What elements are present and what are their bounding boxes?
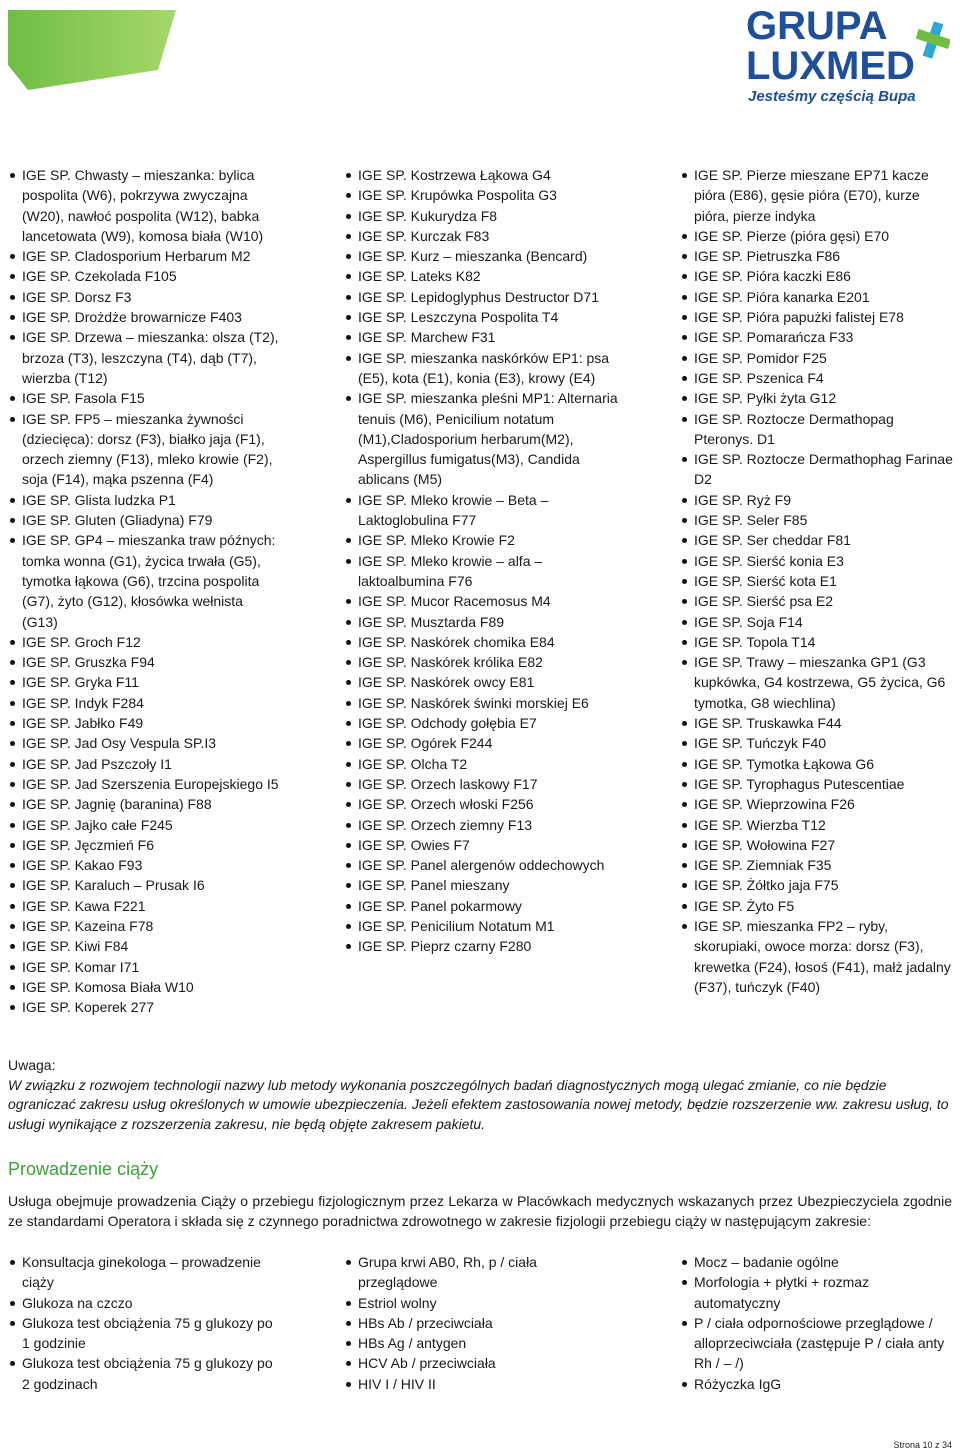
luxmed-logo bbox=[744, 2, 954, 108]
list-item: IGE SP. Groch F12 bbox=[10, 632, 282, 652]
list-item: IGE SP. Kukurydza F8 bbox=[346, 206, 618, 226]
list-item: IGE SP. Kostrzewa Łąkowa G4 bbox=[346, 165, 618, 185]
list-item: IGE SP. Sierść konia E3 bbox=[682, 551, 954, 571]
green-decorative-shape bbox=[8, 10, 178, 90]
list-item: Glukoza test obciążenia 75 g glukozy po 1 godzinie bbox=[10, 1313, 282, 1354]
list-item: IGE SP. Tuńczyk F40 bbox=[682, 733, 954, 753]
list-item: IGE SP. Pietruszka F86 bbox=[682, 246, 954, 266]
list-item: IGE SP. Pomarańcza F33 bbox=[682, 327, 954, 347]
list-item: IGE SP. Pierze (pióra gęsi) E70 bbox=[682, 226, 954, 246]
list-item: IGE SP. Seler F85 bbox=[682, 510, 954, 530]
list-item: IGE SP. Naskórek chomika E84 bbox=[346, 632, 618, 652]
list-item: IGE SP. Kurz – mieszanka (Bencard) bbox=[346, 246, 618, 266]
list-item: IGE SP. Trawy – mieszanka GP1 (G3 kupkówka, G4 kostrzewa, G5 życica, G6 tymotka, G8 wiechlina) bbox=[682, 652, 954, 713]
list-item: IGE SP. Pierze mieszane EP71 kacze pióra (E86), gęsie pióra (E70), kurze pióra, pierze indyka bbox=[682, 165, 954, 226]
list-item: HBs Ab / przeciwciała bbox=[346, 1313, 618, 1333]
list-item: IGE SP. Jęczmień F6 bbox=[10, 835, 282, 855]
list-item: Różyczka IgG bbox=[682, 1374, 954, 1394]
list-item: IGE SP. Orzech laskowy F17 bbox=[346, 774, 618, 794]
list-item: IGE SP. Mleko krowie – Beta – Laktoglobulina F77 bbox=[346, 490, 618, 531]
list-item: Glukoza test obciążenia 75 g glukozy po 2 godzinach bbox=[10, 1353, 282, 1394]
list-item: IGE SP. Ogórek F244 bbox=[346, 733, 618, 753]
list-item: IGE SP. Fasola F15 bbox=[10, 388, 282, 408]
list-item: IGE SP. Wieprzowina F26 bbox=[682, 794, 954, 814]
list-item: IGE SP. Naskórek królika E82 bbox=[346, 652, 618, 672]
list-item: IGE SP. Komosa Biała W10 bbox=[10, 977, 282, 997]
list-item: IGE SP. Penicilium Notatum M1 bbox=[346, 916, 618, 936]
list-item: IGE SP. Jagnię (baranina) F88 bbox=[10, 794, 282, 814]
list-item: IGE SP. Odchody gołębia E7 bbox=[346, 713, 618, 733]
list-item: IGE SP. Ryż F9 bbox=[682, 490, 954, 510]
list-item: IGE SP. Panel mieszany bbox=[346, 875, 618, 895]
list-item: Mocz – badanie ogólne bbox=[682, 1252, 954, 1272]
list-item: IGE SP. Pyłki żyta G12 bbox=[682, 388, 954, 408]
list-item: IGE SP. Sierść psa E2 bbox=[682, 591, 954, 611]
list-item: IGE SP. Owies F7 bbox=[346, 835, 618, 855]
list-item: IGE SP. Lateks K82 bbox=[346, 266, 618, 286]
service-column-2 bbox=[346, 1252, 618, 1394]
list-item: IGE SP. Jad Pszczoły I1 bbox=[10, 754, 282, 774]
list-item: Glukoza na czczo bbox=[10, 1293, 282, 1313]
list-item: IGE SP. Mucor Racemosus M4 bbox=[346, 591, 618, 611]
list-item: IGE SP. Żyto F5 bbox=[682, 896, 954, 916]
list-item: IGE SP. Olcha T2 bbox=[346, 754, 618, 774]
list-item: IGE SP. Pszenica F4 bbox=[682, 368, 954, 388]
list-item: IGE SP. Pióra papużki falistej E78 bbox=[682, 307, 954, 327]
service-column-1 bbox=[10, 1252, 282, 1394]
list-item: IGE SP. Czekolada F105 bbox=[10, 266, 282, 286]
section-intro: Usługa obejmuje prowadzenia Ciąży o przebiegu fizjologicznym przez Lekarza w Placówkach medycznych wskazanych przez Ubezpieczyciela zgodnie ze standardami Operatora i składa się z czynnego poradnictwa zdrowotnego w zakresie fizjologii przebiegu ciąży w następującym zakresie: bbox=[8, 1193, 952, 1229]
list-item: IGE SP. Jad Osy Vespula SP.I3 bbox=[10, 733, 282, 753]
list-item: IGE SP. Gruszka F94 bbox=[10, 652, 282, 672]
list-item: IGE SP. Truskawka F44 bbox=[682, 713, 954, 733]
list-item: IGE SP. mieszanka pleśni MP1: Alternaria tenuis (M6), Penicilium notatum (M1),Cladosporium herbarum(M2), Aspergillus fumigatus(M3), Candida ablicans (M5) bbox=[346, 388, 618, 489]
list-item: IGE SP. Karaluch – Prusak I6 bbox=[10, 875, 282, 895]
list-item: IGE SP. Ser cheddar F81 bbox=[682, 530, 954, 550]
list-item: IGE SP. Pieprz czarny F280 bbox=[346, 936, 618, 956]
list-item: Morfologia + płytki + rozmaz automatyczny bbox=[682, 1272, 954, 1313]
list-item: HCV Ab / przeciwciała bbox=[346, 1353, 618, 1373]
list-item: IGE SP. Glista ludzka P1 bbox=[10, 490, 282, 510]
note-label: Uwaga: bbox=[8, 1057, 56, 1073]
list-item: IGE SP. Komar I71 bbox=[10, 957, 282, 977]
list-item: IGE SP. Tyrophagus Putescentiae bbox=[682, 774, 954, 794]
list-item: IGE SP. Roztocze Dermathopag Pteronys. D1 bbox=[682, 409, 954, 450]
list-item: IGE SP. Jad Szerszenia Europejskiego I5 bbox=[10, 774, 282, 794]
list-item: IGE SP. Mleko Krowie F2 bbox=[346, 530, 618, 550]
list-item: HBs Ag / antygen bbox=[346, 1333, 618, 1353]
list-item: IGE SP. Chwasty – mieszanka: bylica pospolita (W6), pokrzywa zwyczajna (W20), nawłoć pospolita (W12), babka lancetowata (W9), komosa biała (W10) bbox=[10, 165, 282, 246]
page-number: Strona 10 z 34 bbox=[893, 1440, 952, 1450]
list-item: IGE SP. Dorsz F3 bbox=[10, 287, 282, 307]
list-item: IGE SP. Pomidor F25 bbox=[682, 348, 954, 368]
allergen-column-3 bbox=[682, 165, 954, 997]
list-item: IGE SP. Orzech włoski F256 bbox=[346, 794, 618, 814]
list-item: IGE SP. FP5 – mieszanka żywności (dziecięca): dorsz (F3), białko jaja (F1), orzech ziemny (F13), mleko krowie (F2), soja (F14), mąka pszenna (F4) bbox=[10, 409, 282, 490]
list-item: IGE SP. Naskórek owcy E81 bbox=[346, 672, 618, 692]
list-item: IGE SP. Leszczyna Pospolita T4 bbox=[346, 307, 618, 327]
list-item: IGE SP. Marchew F31 bbox=[346, 327, 618, 347]
logo-tagline: Jesteśmy częścią Bupa bbox=[748, 88, 916, 105]
allergen-column-1 bbox=[10, 165, 282, 1017]
list-item: IGE SP. Naskórek świnki morskiej E6 bbox=[346, 693, 618, 713]
list-item: IGE SP. Lepidoglyphus Destructor D71 bbox=[346, 287, 618, 307]
list-item: IGE SP. mieszanka FP2 – ryby, skorupiaki, owoce morza: dorsz (F3), krewetka (F24), łosoś (F41), małż jadalny (F37), tuńczyk (F40) bbox=[682, 916, 954, 997]
service-column-3 bbox=[682, 1252, 954, 1394]
list-item: IGE SP. GP4 – mieszanka traw późnych: tomka wonna (G1), życica trwała (G5), tymotka łąkowa (G6), trzcina pospolita (G7), żyto (G12), kłosówka wełnista (G13) bbox=[10, 530, 282, 631]
list-item: IGE SP. Sierść kota E1 bbox=[682, 571, 954, 591]
list-item: IGE SP. Pióra kanarka E201 bbox=[682, 287, 954, 307]
section-title: Prowadzenie ciąży bbox=[8, 1159, 159, 1179]
list-item: IGE SP. Kiwi F84 bbox=[10, 936, 282, 956]
list-item: IGE SP. Kakao F93 bbox=[10, 855, 282, 875]
list-item: IGE SP. Mleko krowie – alfa – laktoalbumina F76 bbox=[346, 551, 618, 592]
list-item: IGE SP. mieszanka naskórków EP1: psa (E5), kota (E1), konia (E3), krowy (E4) bbox=[346, 348, 618, 389]
list-item: Estriol wolny bbox=[346, 1293, 618, 1313]
list-item: IGE SP. Gluten (Gliadyna) F79 bbox=[10, 510, 282, 530]
list-item: IGE SP. Kawa F221 bbox=[10, 896, 282, 916]
list-item: IGE SP. Cladosporium Herbarum M2 bbox=[10, 246, 282, 266]
list-item: IGE SP. Krupówka Pospolita G3 bbox=[346, 185, 618, 205]
list-item: IGE SP. Roztocze Dermathophag Farinae D2 bbox=[682, 449, 954, 490]
list-item: IGE SP. Indyk F284 bbox=[10, 693, 282, 713]
list-item: Grupa krwi AB0, Rh, p / ciała przeglądowe bbox=[346, 1252, 618, 1293]
list-item: IGE SP. Soja F14 bbox=[682, 612, 954, 632]
logo-line-2: LUXMED bbox=[746, 44, 915, 88]
list-item: IGE SP. Jajko całe F245 bbox=[10, 815, 282, 835]
allergen-column-2 bbox=[346, 165, 618, 957]
note-text: W związku z rozwojem technologii nazwy lub metody wykonania poszczególnych badań diagnostycznych mogą ulegać zmianie, co nie będzie ograniczać zakresu usług określonych w umowie ubezpieczenia. Jeżeli efektem zastosowania nowej metody, będzie rozszerzenie ww. zakresu usług, to usługi wynikające z rozszerzenia zakresu, nie będą objęte zakresem pakietu. bbox=[8, 1076, 949, 1132]
list-item: IGE SP. Kurczak F83 bbox=[346, 226, 618, 246]
list-item: IGE SP. Kazeina F78 bbox=[10, 916, 282, 936]
list-item: HIV I / HIV II bbox=[346, 1374, 618, 1394]
list-item: IGE SP. Wołowina F27 bbox=[682, 835, 954, 855]
list-item: IGE SP. Topola T14 bbox=[682, 632, 954, 652]
list-item: Konsultacja ginekologa – prowadzenie ciąży bbox=[10, 1252, 282, 1293]
list-item: IGE SP. Tymotka Łąkowa G6 bbox=[682, 754, 954, 774]
list-item: IGE SP. Musztarda F89 bbox=[346, 612, 618, 632]
note-block bbox=[8, 1056, 952, 1134]
list-item: IGE SP. Orzech ziemny F13 bbox=[346, 815, 618, 835]
list-item: IGE SP. Pióra kaczki E86 bbox=[682, 266, 954, 286]
list-item: IGE SP. Drożdże browarnicze F403 bbox=[10, 307, 282, 327]
list-item: IGE SP. Ziemniak F35 bbox=[682, 855, 954, 875]
list-item: IGE SP. Wierzba T12 bbox=[682, 815, 954, 835]
list-item: P / ciała odpornościowe przeglądowe / alloprzeciwciała (zastępuje P / ciała anty Rh / – /) bbox=[682, 1313, 954, 1374]
logo-line-1: GRUPA bbox=[746, 4, 888, 48]
list-item: IGE SP. Żółtko jaja F75 bbox=[682, 875, 954, 895]
list-item: IGE SP. Koperek 277 bbox=[10, 997, 282, 1017]
list-item: IGE SP. Panel pokarmowy bbox=[346, 896, 618, 916]
list-item: IGE SP. Drzewa – mieszanka: olsza (T2), brzoza (T3), leszczyna (T4), dąb (T7), wierzba (T12) bbox=[10, 327, 282, 388]
page-header bbox=[0, 0, 960, 140]
list-item: IGE SP. Panel alergenów oddechowych bbox=[346, 855, 618, 875]
list-item: IGE SP. Jabłko F49 bbox=[10, 713, 282, 733]
list-item: IGE SP. Gryka F11 bbox=[10, 672, 282, 692]
logo-cross-icon bbox=[916, 20, 950, 60]
